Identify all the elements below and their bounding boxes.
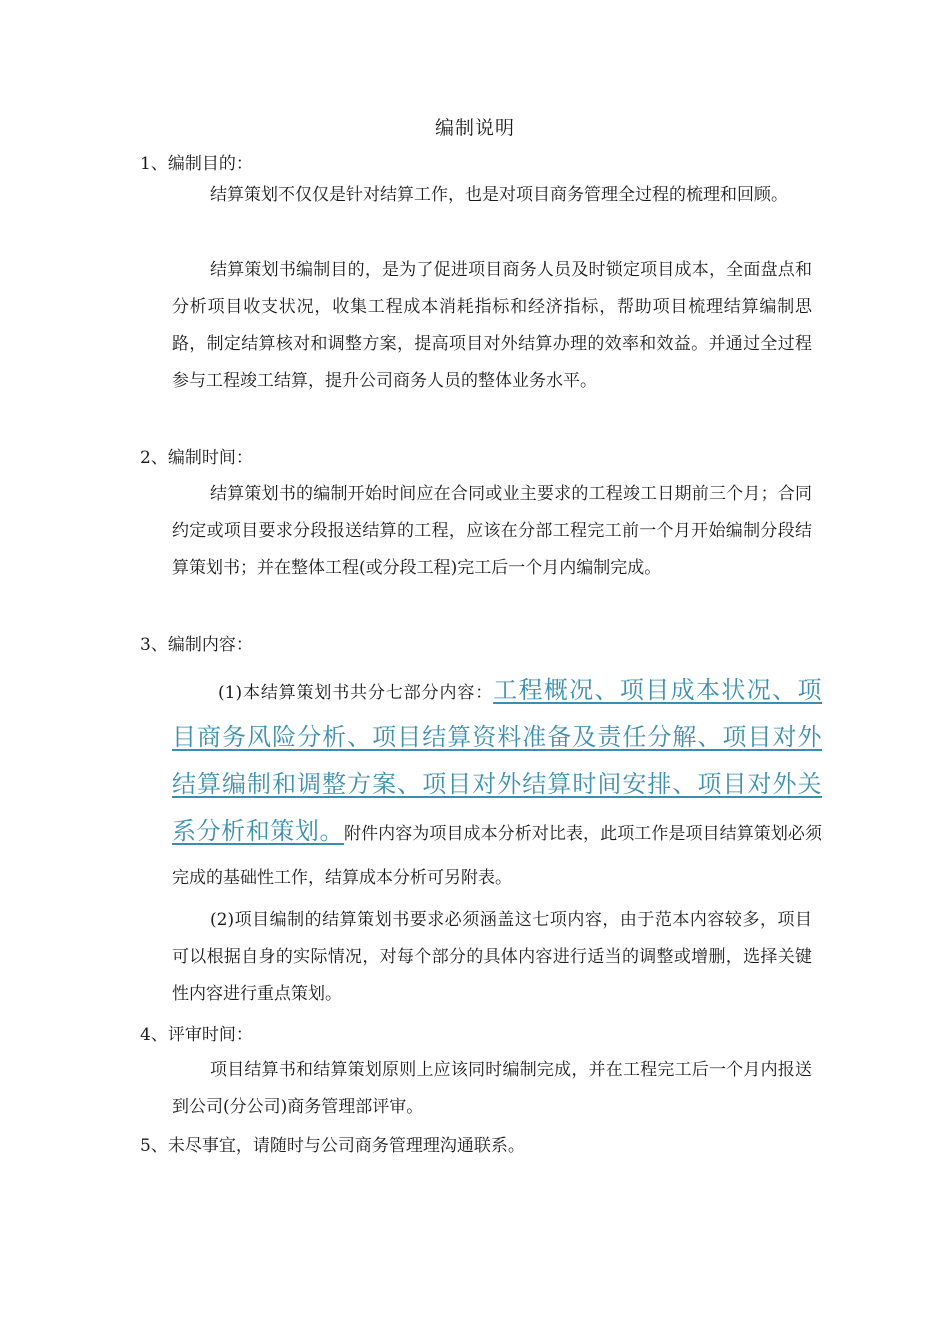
content-item-1 xyxy=(172,668,822,900)
content-item-1-prefix: (1)本结算策划书共分七部分内容： xyxy=(218,683,494,703)
purpose-paragraph-1: 结算策划不仅仅是针对结算工作，也是对项目商务管理全过程的梳理和回顾。 xyxy=(210,185,788,205)
page-title: 编制说明 xyxy=(434,117,515,139)
section-heading-misc: 5、未尽事宜，请随时与公司商务管理理沟通联系。 xyxy=(140,1136,525,1156)
time-paragraph: 结算策划书的编制开始时间应在合同或业主要求的工程竣工日期前三个月；合同约定或项目要求分段报送结算的工程，应该在分部工程完工前一个月开始编制分段结算策划书；并在整体工程(或分段工程)完工后一个月内编制完成。 xyxy=(172,484,812,578)
content-item-1-link[interactable]: 工程概况、项目成本状况、项目商务风险分析、项目结算资料准备及责任分解、项目对外结算编制和调整方案、项目对外结算时间安排、项目对外关系分析和策划。 xyxy=(172,676,822,845)
review-paragraph: 项目结算书和结算策划原则上应该同时编制完成，并在工程完工后一个月内报送到公司(分公司)商务管理部评审。 xyxy=(172,1060,812,1117)
section-heading-review: 4、评审时间： xyxy=(140,1025,253,1045)
section-heading-purpose: 1、编制目的： xyxy=(140,154,253,174)
content-item-1-suffix: 附件内容为项目成本分析对比表，此项工作是项目结算策划必须完成的基础性工作，结算成本分析可另附表。 xyxy=(172,824,822,888)
content-item-2: (2)项目编制的结算策划书要求必须涵盖这七项内容，由于范本内容较多，项目可以根据自身的实际情况，对每个部分的具体内容进行适当的调整或增删，选择关键性内容进行重点策划。 xyxy=(172,910,812,1004)
section-heading-content: 3、编制内容： xyxy=(140,635,253,655)
purpose-paragraph-2: 结算策划书编制目的，是为了促进项目商务人员及时锁定项目成本，全面盘点和分析项目收支状况，收集工程成本消耗指标和经济指标，帮助项目梳理结算编制思路，制定结算核对和调整方案，提高项目对外结算办理的效率和效益。并通过全过程参与工程竣工结算，提升公司商务人员的整体业务水平。 xyxy=(172,260,812,391)
section-heading-time: 2、编制时间： xyxy=(140,448,253,468)
